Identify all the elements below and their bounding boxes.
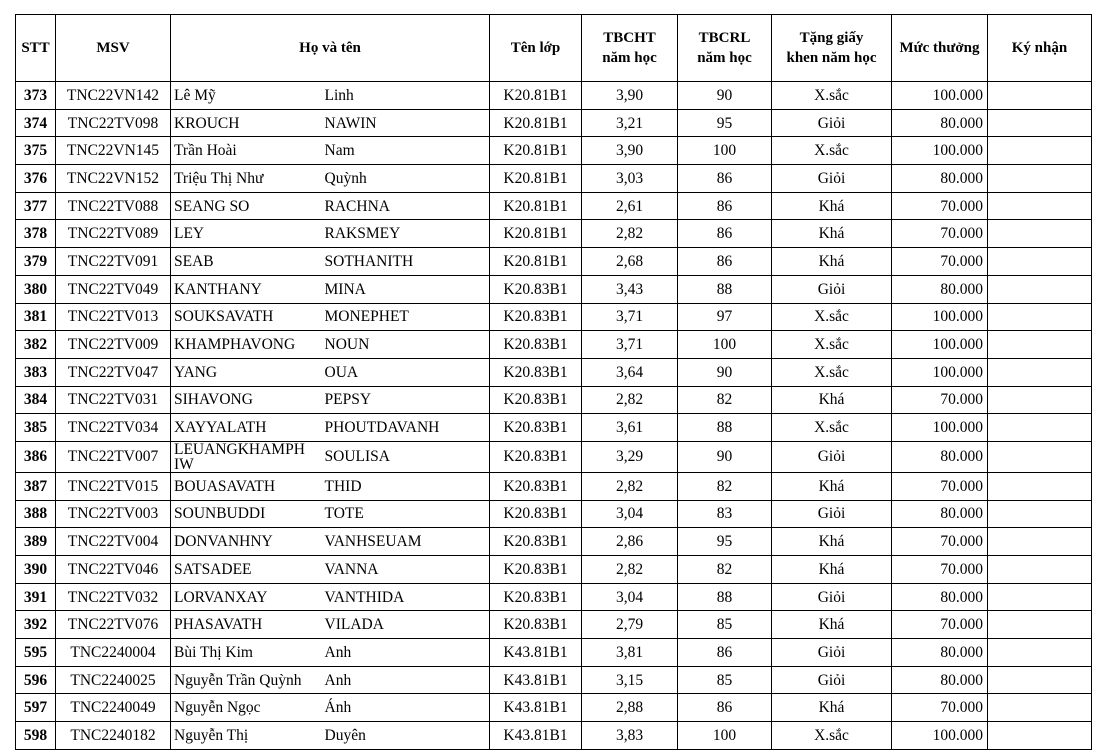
tbcht-cell: 2,86 — [582, 528, 678, 556]
khen-cell: X.sắc — [772, 303, 892, 331]
table-row — [16, 192, 1092, 220]
stt-cell: 388 — [16, 500, 56, 528]
lop-cell: K20.83B1 — [490, 331, 582, 359]
ho-cell: DONVANHNY — [171, 528, 322, 556]
msv-cell: TNC22TV049 — [56, 275, 171, 303]
tbcrl-cell: 90 — [678, 358, 772, 386]
tbcrl-cell: 86 — [678, 694, 772, 722]
thuong-cell: 100.000 — [892, 331, 988, 359]
tbcrl-cell: 95 — [678, 528, 772, 556]
ho-cell: Lê Mỹ — [171, 82, 322, 110]
msv-cell: TNC22TV098 — [56, 109, 171, 137]
lop-cell: K43.81B1 — [490, 666, 582, 694]
stt-cell: 378 — [16, 220, 56, 248]
thuong-cell: 100.000 — [892, 722, 988, 750]
khen-cell: Khá — [772, 611, 892, 639]
ky-nhan-cell — [988, 639, 1092, 667]
msv-cell: TNC22TV013 — [56, 303, 171, 331]
ten-cell: VANTHIDA — [322, 583, 490, 611]
table-body — [16, 82, 1092, 750]
msv-cell: TNC22TV047 — [56, 358, 171, 386]
khen-cell: X.sắc — [772, 414, 892, 442]
table-row — [16, 472, 1092, 500]
ky-nhan-cell — [988, 275, 1092, 303]
thuong-cell: 80.000 — [892, 639, 988, 667]
ten-cell: Linh — [322, 82, 490, 110]
lop-cell: K20.83B1 — [490, 441, 582, 472]
ten-cell: PHOUTDAVANH — [322, 414, 490, 442]
tbcrl-cell: 86 — [678, 220, 772, 248]
stt-cell: 374 — [16, 109, 56, 137]
thuong-cell: 70.000 — [892, 611, 988, 639]
msv-cell: TNC22TV031 — [56, 386, 171, 414]
tbcrl-cell: 82 — [678, 386, 772, 414]
lop-cell: K20.83B1 — [490, 414, 582, 442]
ky-nhan-cell — [988, 137, 1092, 165]
ky-nhan-cell — [988, 192, 1092, 220]
khen-cell: Khá — [772, 248, 892, 276]
ky-nhan-cell — [988, 441, 1092, 472]
col-header-msv: MSV — [56, 15, 171, 82]
tbcht-cell: 3,83 — [582, 722, 678, 750]
lop-cell: K43.81B1 — [490, 639, 582, 667]
table-row — [16, 109, 1092, 137]
table-row — [16, 500, 1092, 528]
tang-line-1: Tặng giấy — [799, 30, 864, 46]
table-row — [16, 722, 1092, 750]
msv-cell: TNC22TV032 — [56, 583, 171, 611]
khen-cell: Giỏi — [772, 275, 892, 303]
ho-cell: SIHAVONG — [171, 386, 322, 414]
msv-cell: TNC2240182 — [56, 722, 171, 750]
lop-cell: K20.81B1 — [490, 220, 582, 248]
khen-cell: X.sắc — [772, 82, 892, 110]
lop-cell: K20.83B1 — [490, 386, 582, 414]
tbcrl-cell: 100 — [678, 331, 772, 359]
tbcht-cell: 3,90 — [582, 137, 678, 165]
ky-nhan-cell — [988, 303, 1092, 331]
tbcht-cell: 3,71 — [582, 331, 678, 359]
ky-nhan-cell — [988, 414, 1092, 442]
lop-cell: K20.81B1 — [490, 248, 582, 276]
col-header-ky-nhan: Ký nhận — [988, 15, 1092, 82]
ho-cell: Triệu Thị Như — [171, 165, 322, 193]
stt-cell: 376 — [16, 165, 56, 193]
tbcht-cell: 2,82 — [582, 220, 678, 248]
lop-cell: K20.81B1 — [490, 192, 582, 220]
lop-cell: K20.81B1 — [490, 109, 582, 137]
tbcrl-cell: 85 — [678, 666, 772, 694]
thuong-cell: 100.000 — [892, 303, 988, 331]
ten-cell: Anh — [322, 639, 490, 667]
ky-nhan-cell — [988, 528, 1092, 556]
ky-nhan-cell — [988, 82, 1092, 110]
ky-nhan-cell — [988, 666, 1092, 694]
stt-cell: 375 — [16, 137, 56, 165]
col-header-stt: STT — [16, 15, 56, 82]
khen-cell: Giỏi — [772, 109, 892, 137]
stt-cell: 385 — [16, 414, 56, 442]
ho-cell: Nguyễn Trần Quỳnh — [171, 666, 322, 694]
thuong-cell: 70.000 — [892, 528, 988, 556]
col-header-ho-ten: Họ và tên — [171, 15, 490, 82]
ky-nhan-cell — [988, 165, 1092, 193]
tbcrl-cell: 83 — [678, 500, 772, 528]
khen-cell: X.sắc — [772, 137, 892, 165]
msv-cell: TNC22VN142 — [56, 82, 171, 110]
lop-cell: K20.83B1 — [490, 275, 582, 303]
lop-cell: K20.83B1 — [490, 528, 582, 556]
ho-cell: LEY — [171, 220, 322, 248]
ten-cell: Duyên — [322, 722, 490, 750]
table-row — [16, 556, 1092, 584]
tang-line-2: khen năm học — [786, 50, 877, 66]
stt-cell: 386 — [16, 441, 56, 472]
khen-cell: X.sắc — [772, 331, 892, 359]
lop-cell: K20.81B1 — [490, 82, 582, 110]
khen-cell: Khá — [772, 556, 892, 584]
tbcrl-cell: 100 — [678, 137, 772, 165]
ho-cell: Bùi Thị Kim — [171, 639, 322, 667]
msv-cell: TNC2240049 — [56, 694, 171, 722]
ky-nhan-cell — [988, 472, 1092, 500]
tbcht-cell: 2,79 — [582, 611, 678, 639]
tbcht-cell: 3,90 — [582, 82, 678, 110]
stt-cell: 381 — [16, 303, 56, 331]
col-header-tang-giay-khen — [772, 15, 892, 82]
ho-cell: PHASAVATH — [171, 611, 322, 639]
msv-cell: TNC22TV076 — [56, 611, 171, 639]
khen-cell: Giỏi — [772, 165, 892, 193]
khen-cell: Giỏi — [772, 583, 892, 611]
tbcht-cell: 3,21 — [582, 109, 678, 137]
lop-cell: K20.83B1 — [490, 500, 582, 528]
table-row — [16, 386, 1092, 414]
ten-cell: RAKSMEY — [322, 220, 490, 248]
stt-cell: 384 — [16, 386, 56, 414]
ten-cell: Quỳnh — [322, 165, 490, 193]
ky-nhan-cell — [988, 220, 1092, 248]
table-row — [16, 639, 1092, 667]
ho-cell: SEAB — [171, 248, 322, 276]
tbcht-cell: 3,71 — [582, 303, 678, 331]
tbcht-cell: 2,88 — [582, 694, 678, 722]
tbcht-cell: 3,43 — [582, 275, 678, 303]
ho-cell: BOUASAVATH — [171, 472, 322, 500]
ho-cell: Trần Hoài — [171, 137, 322, 165]
tbcht-cell: 3,04 — [582, 583, 678, 611]
tbcrl-cell: 86 — [678, 165, 772, 193]
table-row — [16, 414, 1092, 442]
tbcht-cell: 3,15 — [582, 666, 678, 694]
stt-cell: 596 — [16, 666, 56, 694]
thuong-cell: 70.000 — [892, 192, 988, 220]
msv-cell: TNC2240025 — [56, 666, 171, 694]
msv-cell: TNC22TV089 — [56, 220, 171, 248]
tbcrl-line-2: năm học — [697, 50, 752, 66]
ho-cell: LORVANXAY — [171, 583, 322, 611]
ten-cell: PEPSY — [322, 386, 490, 414]
stt-cell: 595 — [16, 639, 56, 667]
thuong-cell: 80.000 — [892, 583, 988, 611]
ho-cell: KANTHANY — [171, 275, 322, 303]
thuong-cell: 80.000 — [892, 109, 988, 137]
stt-cell: 387 — [16, 472, 56, 500]
thuong-cell: 80.000 — [892, 441, 988, 472]
table-row — [16, 358, 1092, 386]
ten-cell: VILADA — [322, 611, 490, 639]
ten-cell: Anh — [322, 666, 490, 694]
col-header-ten-lop: Tên lớp — [490, 15, 582, 82]
stt-cell: 391 — [16, 583, 56, 611]
col-header-tbcrl — [678, 15, 772, 82]
ho-cell: KROUCH — [171, 109, 322, 137]
tbcht-cell: 2,82 — [582, 556, 678, 584]
ho-cell: SEANG SO — [171, 192, 322, 220]
ho-cell: LEUANGKHAMPH IW — [171, 441, 322, 472]
khen-cell: Giỏi — [772, 639, 892, 667]
tbcrl-cell: 88 — [678, 414, 772, 442]
tbcrl-cell: 95 — [678, 109, 772, 137]
khen-cell: Khá — [772, 472, 892, 500]
thuong-cell: 100.000 — [892, 137, 988, 165]
stt-cell: 390 — [16, 556, 56, 584]
khen-cell: X.sắc — [772, 358, 892, 386]
tbcrl-cell: 82 — [678, 472, 772, 500]
msv-cell: TNC22TV003 — [56, 500, 171, 528]
stt-cell: 382 — [16, 331, 56, 359]
ky-nhan-cell — [988, 722, 1092, 750]
tbcrl-line-1: TBCRL — [698, 30, 751, 46]
msv-cell: TNC22TV007 — [56, 441, 171, 472]
stt-cell: 383 — [16, 358, 56, 386]
ten-cell: THID — [322, 472, 490, 500]
tbcht-cell: 2,68 — [582, 248, 678, 276]
tbcrl-cell: 100 — [678, 722, 772, 750]
ten-cell: MINA — [322, 275, 490, 303]
ho-cell: SOUKSAVATH — [171, 303, 322, 331]
tbcrl-cell: 97 — [678, 303, 772, 331]
award-table — [15, 14, 1092, 750]
khen-cell: Khá — [772, 528, 892, 556]
lop-cell: K20.83B1 — [490, 611, 582, 639]
tbcht-cell: 3,03 — [582, 165, 678, 193]
thuong-cell: 70.000 — [892, 694, 988, 722]
msv-cell: TNC2240004 — [56, 639, 171, 667]
ten-cell: VANNA — [322, 556, 490, 584]
tbcrl-cell: 88 — [678, 275, 772, 303]
khen-cell: Khá — [772, 694, 892, 722]
ky-nhan-cell — [988, 556, 1092, 584]
thuong-cell: 70.000 — [892, 472, 988, 500]
ten-cell: VANHSEUAM — [322, 528, 490, 556]
msv-cell: TNC22TV088 — [56, 192, 171, 220]
tbcht-cell: 2,61 — [582, 192, 678, 220]
thuong-cell: 80.000 — [892, 500, 988, 528]
ho-cell: SOUNBUDDI — [171, 500, 322, 528]
tbcrl-cell: 88 — [678, 583, 772, 611]
thuong-cell: 70.000 — [892, 556, 988, 584]
msv-cell: TNC22VN145 — [56, 137, 171, 165]
thuong-cell: 80.000 — [892, 165, 988, 193]
table-row — [16, 331, 1092, 359]
ky-nhan-cell — [988, 248, 1092, 276]
khen-cell: Giỏi — [772, 500, 892, 528]
col-header-muc-thuong: Mức thưởng — [892, 15, 988, 82]
stt-cell: 392 — [16, 611, 56, 639]
table-row — [16, 82, 1092, 110]
lop-cell: K20.83B1 — [490, 583, 582, 611]
tbcht-cell: 3,29 — [582, 441, 678, 472]
tbcrl-cell: 90 — [678, 441, 772, 472]
ten-cell: OUA — [322, 358, 490, 386]
table-row — [16, 275, 1092, 303]
stt-cell: 380 — [16, 275, 56, 303]
msv-cell: TNC22TV009 — [56, 331, 171, 359]
ten-cell: NOUN — [322, 331, 490, 359]
tbcrl-cell: 86 — [678, 192, 772, 220]
tbcht-cell: 3,61 — [582, 414, 678, 442]
tbcht-line-2: năm học — [602, 50, 657, 66]
stt-cell: 598 — [16, 722, 56, 750]
ten-cell: SOULISA — [322, 441, 490, 472]
thuong-cell: 70.000 — [892, 248, 988, 276]
table-row — [16, 694, 1092, 722]
lop-cell: K20.83B1 — [490, 303, 582, 331]
khen-cell: Khá — [772, 220, 892, 248]
table-row — [16, 220, 1092, 248]
table-row — [16, 137, 1092, 165]
ho-cell: KHAMPHAVONG — [171, 331, 322, 359]
thuong-cell: 100.000 — [892, 358, 988, 386]
table-row — [16, 583, 1092, 611]
ten-cell: TOTE — [322, 500, 490, 528]
stt-cell: 389 — [16, 528, 56, 556]
lop-cell: K20.83B1 — [490, 358, 582, 386]
thuong-cell: 100.000 — [892, 414, 988, 442]
tbcrl-cell: 85 — [678, 611, 772, 639]
stt-cell: 377 — [16, 192, 56, 220]
lop-cell: K20.81B1 — [490, 165, 582, 193]
msv-cell: TNC22TV091 — [56, 248, 171, 276]
stt-cell: 597 — [16, 694, 56, 722]
ho-cell: YANG — [171, 358, 322, 386]
ten-cell: Nam — [322, 137, 490, 165]
tbcht-cell: 2,82 — [582, 472, 678, 500]
table-row — [16, 248, 1092, 276]
thuong-cell: 70.000 — [892, 386, 988, 414]
tbcht-line-1: TBCHT — [603, 30, 656, 46]
tbcrl-cell: 86 — [678, 639, 772, 667]
table-row — [16, 303, 1092, 331]
tbcht-cell: 3,64 — [582, 358, 678, 386]
khen-cell: Giỏi — [772, 666, 892, 694]
msv-cell: TNC22TV046 — [56, 556, 171, 584]
ky-nhan-cell — [988, 358, 1092, 386]
table-row — [16, 528, 1092, 556]
table-row — [16, 165, 1092, 193]
tbcrl-cell: 90 — [678, 82, 772, 110]
lop-cell: K20.83B1 — [490, 556, 582, 584]
msv-cell: TNC22VN152 — [56, 165, 171, 193]
tbcht-cell: 2,82 — [582, 386, 678, 414]
ten-cell: SOTHANITH — [322, 248, 490, 276]
thuong-cell: 80.000 — [892, 666, 988, 694]
lop-cell: K43.81B1 — [490, 722, 582, 750]
ky-nhan-cell — [988, 611, 1092, 639]
ten-cell: Ánh — [322, 694, 490, 722]
khen-cell: Giỏi — [772, 441, 892, 472]
ky-nhan-cell — [988, 331, 1092, 359]
msv-cell: TNC22TV034 — [56, 414, 171, 442]
tbcrl-cell: 82 — [678, 556, 772, 584]
ky-nhan-cell — [988, 694, 1092, 722]
lop-cell: K20.83B1 — [490, 472, 582, 500]
msv-cell: TNC22TV004 — [56, 528, 171, 556]
msv-cell: TNC22TV015 — [56, 472, 171, 500]
thuong-cell: 70.000 — [892, 220, 988, 248]
header-row — [16, 15, 1092, 82]
khen-cell: Khá — [772, 386, 892, 414]
khen-cell: X.sắc — [772, 722, 892, 750]
tbcrl-cell: 86 — [678, 248, 772, 276]
ten-cell: RACHNA — [322, 192, 490, 220]
ky-nhan-cell — [988, 109, 1092, 137]
ho-cell: XAYYALATH — [171, 414, 322, 442]
ky-nhan-cell — [988, 583, 1092, 611]
thuong-cell: 100.000 — [892, 82, 988, 110]
thuong-cell: 80.000 — [892, 275, 988, 303]
ho-cell: Nguyễn Ngọc — [171, 694, 322, 722]
ho-cell: Nguyễn Thị — [171, 722, 322, 750]
khen-cell: Khá — [772, 192, 892, 220]
tbcht-cell: 3,81 — [582, 639, 678, 667]
table-row — [16, 441, 1092, 472]
ky-nhan-cell — [988, 500, 1092, 528]
ho-cell: SATSADEE — [171, 556, 322, 584]
lop-cell: K20.81B1 — [490, 137, 582, 165]
table-row — [16, 666, 1092, 694]
ky-nhan-cell — [988, 386, 1092, 414]
ten-cell: NAWIN — [322, 109, 490, 137]
table-row — [16, 611, 1092, 639]
stt-cell: 379 — [16, 248, 56, 276]
stt-cell: 373 — [16, 82, 56, 110]
ten-cell: MONEPHET — [322, 303, 490, 331]
col-header-tbcht — [582, 15, 678, 82]
tbcht-cell: 3,04 — [582, 500, 678, 528]
lop-cell: K43.81B1 — [490, 694, 582, 722]
